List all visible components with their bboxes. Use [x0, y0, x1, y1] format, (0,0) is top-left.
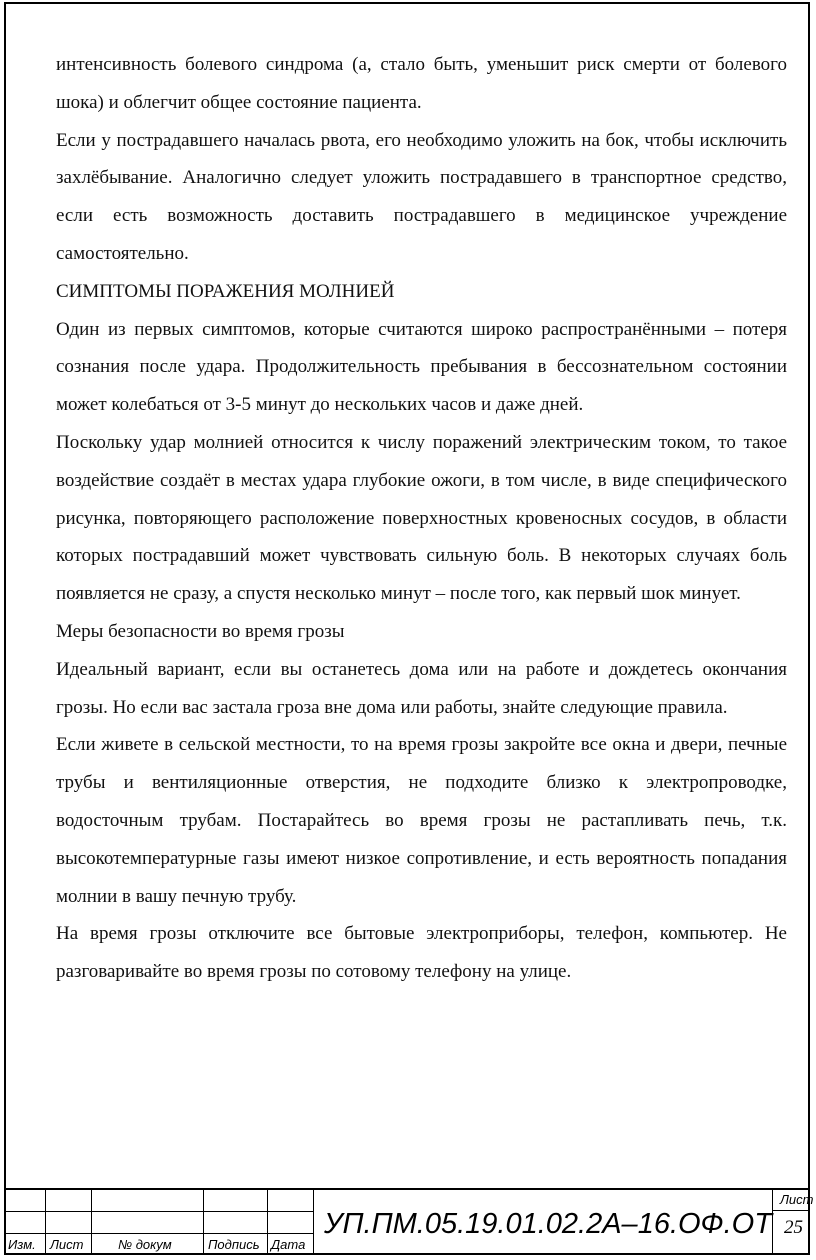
stamp-cell: [4, 1212, 46, 1234]
paragraph-5: Идеальный вариант, если вы останетесь дома или на работе и дождетесь окончания грозы. Но если вас застала гроза вне дома или работы, знайте следующие правила.: [56, 658, 787, 718]
stamp-cell: [46, 1212, 92, 1234]
stamp-cell: [204, 1190, 268, 1212]
stamp-label-date: Дата: [271, 1237, 306, 1252]
stamp-cell: [92, 1190, 204, 1212]
paragraph-6: Если живете в сельской местности, то на время грозы закройте все окна и двери, печные трубы и вентиляционные отверстия, не подходите близко к электропроводке, водосточным трубам. Постарайтесь во время грозы не растапливать печь, т.к. высокотемпературные газы имеют низкое сопротивление, и есть вероятность попадания молнии в вашу печную трубу.: [56, 734, 787, 907]
stamp-cell: [92, 1212, 204, 1234]
stamp-cell: [268, 1190, 314, 1212]
stamp-cell: [268, 1212, 314, 1234]
paragraph-3: Один из первых симптомов, которые считаются широко распространёнными – потеря сознания после удара. Продолжительность пребывания в бессознательном состоянии может колебаться от 3-5 минут до нескольких часов и даже дней.: [56, 318, 787, 416]
sheet-label: Лист: [780, 1192, 814, 1207]
stamp-label-change: Изм.: [8, 1237, 36, 1252]
stamp-cell: [46, 1190, 92, 1212]
stamp-label-sheet: Лист: [50, 1237, 84, 1252]
stamp-label-doc-number: № докум: [118, 1237, 172, 1252]
title-block: [4, 1188, 814, 1255]
document-code: УП.ПМ.05.19.01.02.2А–16.ОФ.ОТ: [324, 1208, 772, 1240]
section-heading-symptoms: СИМПТОМЫ ПОРАЖЕНИЯ МОЛНИЕЙ: [56, 280, 395, 302]
document-body: [56, 46, 787, 991]
sheet-box-divider: [772, 1210, 810, 1211]
paragraph-2: Если у пострадавшего началась рвота, его необходимо уложить на бок, чтобы исключить захлёбывание. Аналогично следует уложить пострадавшего в транспортное средство, если есть возможность доставить пострадавшего в медицинское учреждение самостоятельно.: [56, 129, 787, 264]
stamp-label-signature: Подпись: [208, 1237, 260, 1252]
stamp-cell: [204, 1212, 268, 1234]
paragraph-7: На время грозы отключите все бытовые электроприборы, телефон, компьютер. Не разговаривайте во время грозы по сотовому телефону на улице.: [56, 923, 787, 983]
sheet-number: 25: [784, 1217, 803, 1238]
paragraph-1: интенсивность болевого синдрома (а, стало быть, уменьшит риск смерти от болевого шока) и облегчит общее состояние пациента.: [56, 54, 787, 113]
stamp-cell: [4, 1190, 46, 1212]
section-heading-safety: Меры безопасности во время грозы: [56, 620, 345, 642]
paragraph-4: Поскольку удар молнией относится к числу поражений электрическим током, то такое воздействие создаёт в местах удара глубокие ожоги, в том числе, в виде специфического рисунка, повторяющего расположение поверхностных кровеносных сосудов, в области которых пострадавший может чувствовать сильную боль. В некоторых случаях боль появляется не сразу, а спустя несколько минут – после того, как первый шок минует.: [56, 431, 787, 605]
